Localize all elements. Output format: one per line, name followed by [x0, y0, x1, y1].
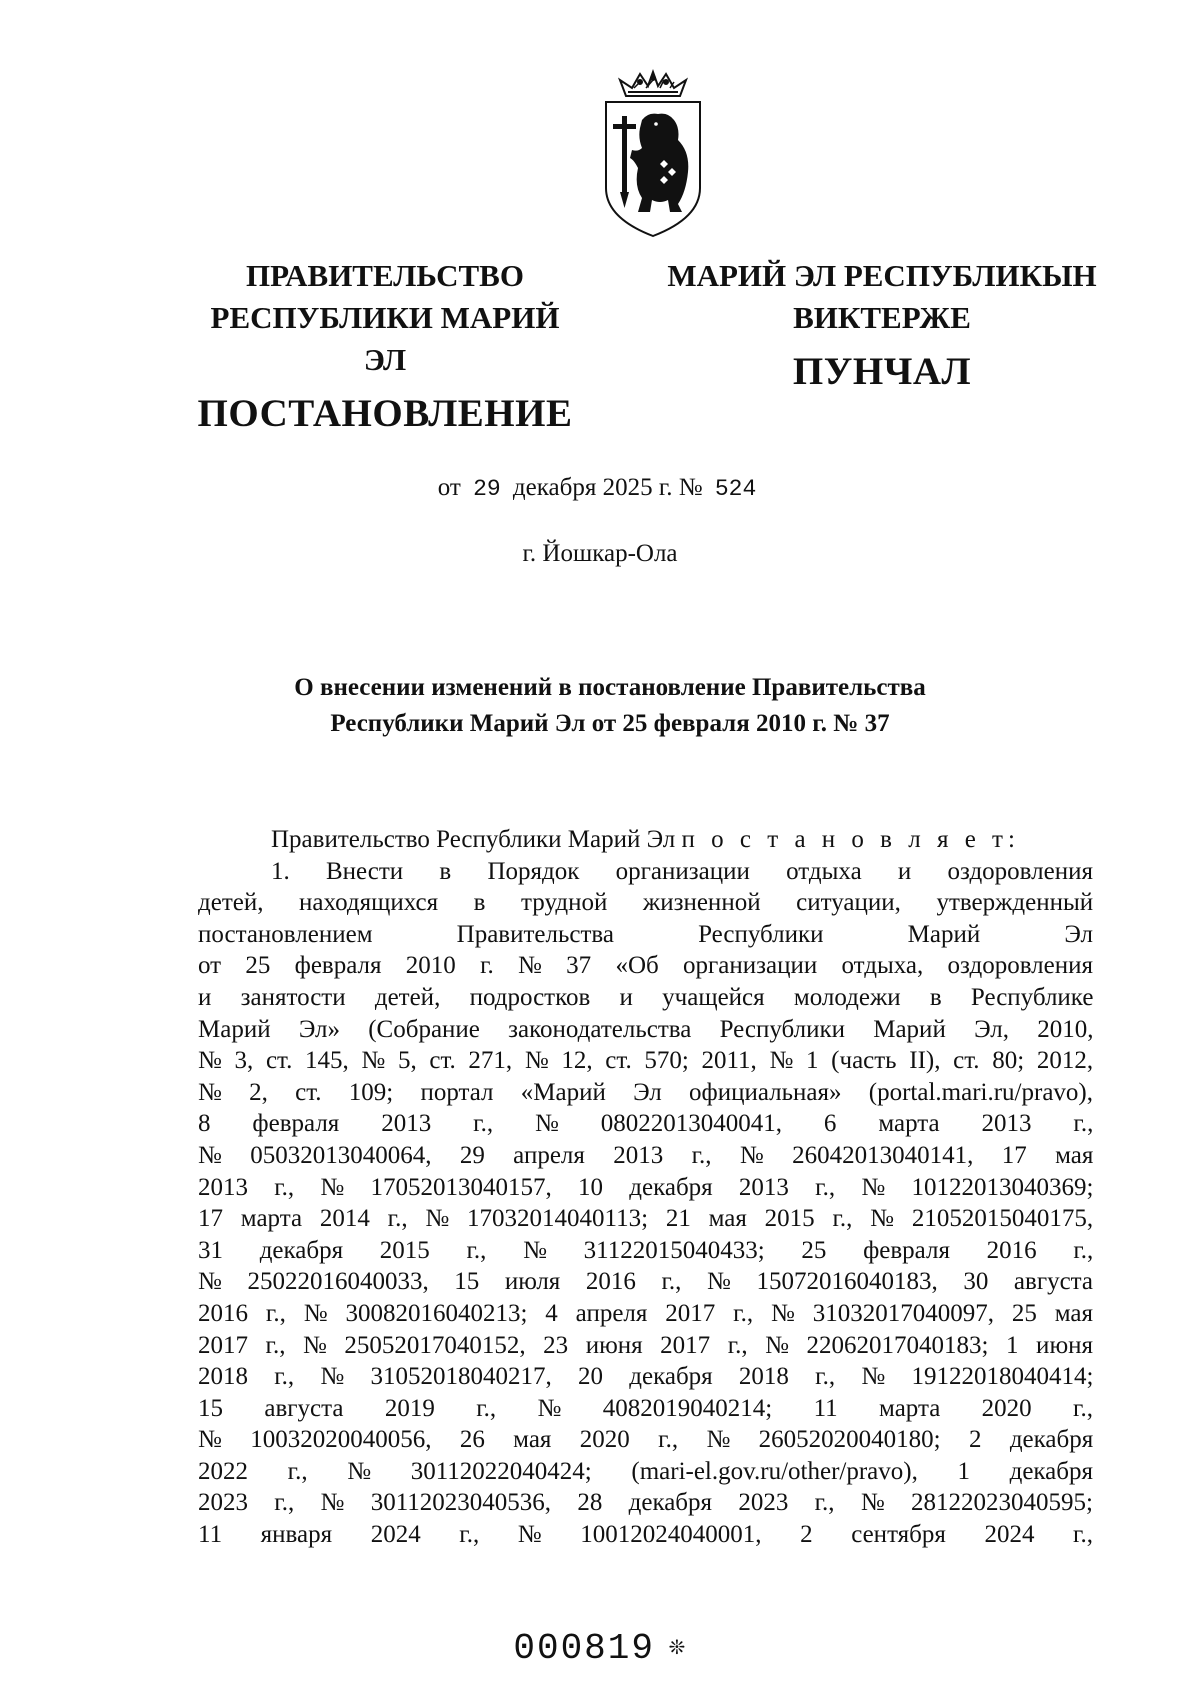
date-month-year: декабря 2025 г. №: [512, 474, 703, 501]
coat-of-arms-icon: [598, 68, 708, 238]
crown-icon: [620, 72, 686, 96]
title-line-1: О внесении изменений в постановление Правительства: [294, 674, 926, 701]
body-line: от 25 февраля 2010 г. № 37 «Об организации отдыха, оздоровления: [198, 952, 1093, 980]
document-number: 524: [714, 476, 757, 502]
issuer-line-2-mari: ВИКТЕРЖЕ: [793, 300, 971, 335]
body-line: 1. Внести в Порядок организации отдыха и оздоровления: [271, 857, 1093, 885]
date-prefix: от: [437, 474, 461, 501]
intro-plain: Правительство Республики Марий Эл: [271, 826, 676, 853]
city: г. Йошкар-Ола: [522, 540, 678, 567]
title-line-2: Республики Марий Эл от 25 февраля 2010 г. № 37: [330, 710, 890, 737]
body-line: 2023 г., № 30112023040536, 28 декабря 2023 г., № 28122023040595;: [198, 1489, 1093, 1517]
body-line: 2018 г., № 31052018040217, 20 декабря 2018 г., № 19122018040414;: [198, 1363, 1094, 1391]
date-day: 29: [473, 476, 501, 502]
body-line: детей, находящихся в трудной жизненной ситуации, утвержденный: [198, 889, 1094, 917]
body-line: 31 декабря 2015 г., № 31122015040433; 25 февраля 2016 г.,: [198, 1236, 1094, 1264]
body-line: и занятости детей, подростков и учащейся молодежи в Республике: [198, 983, 1094, 1011]
intro-spaced: п о с т а н о в л я е т:: [681, 826, 1020, 853]
body-line: 15 августа 2019 г., № 4082019040214; 11 марта 2020 г.,: [198, 1394, 1093, 1422]
date-line: [0, 474, 1200, 502]
body-line: 8 февраля 2013 г., № 08022013040041, 6 марта 2013 г.,: [198, 1110, 1094, 1138]
body-line: 2013 г., № 17052013040157, 10 декабря 2013 г., № 10122013040369;: [198, 1173, 1094, 1201]
document-type-mari: ПУНЧАЛ: [792, 350, 972, 393]
body-line: № 25022016040033, 15 июля 2016 г., № 15072016040183, 30 августа: [198, 1268, 1093, 1296]
document-body: [198, 824, 1093, 1551]
intro-line: [198, 824, 1093, 856]
issuer-line-1-mari: МАРИЙ ЭЛ РЕСПУБЛИКЫН: [667, 258, 1097, 293]
body-line: № 05032013040064, 29 апреля 2013 г., № 26042013040141, 17 мая: [198, 1141, 1094, 1169]
serial-stamp: [0, 1628, 1200, 1669]
header-right: [662, 255, 1102, 393]
issuer-line-2: РЕСПУБЛИКИ МАРИЙ ЭЛ: [210, 300, 560, 377]
body-line: постановлением Правительства Республики Марий Эл: [198, 920, 1093, 948]
issuer-line-1: ПРАВИТЕЛЬСТВО: [246, 258, 524, 293]
body-line: 11 января 2024 г., № 10012024040001, 2 сентября 2024 г.,: [198, 1521, 1093, 1549]
body-line: № 3, ст. 145, № 5, ст. 271, № 12, ст. 570; 2011, № 1 (часть II), ст. 80; 2012,: [198, 1047, 1094, 1075]
body-line: 2016 г., № 30082016040213; 4 апреля 2017 г., № 31032017040097, 25 мая: [198, 1299, 1093, 1327]
asterisk-mark-icon: ❊: [668, 1632, 687, 1662]
header-left: [195, 255, 575, 435]
serial-number: 000819: [513, 1628, 655, 1669]
body-line: № 2, ст. 109; портал «Марий Эл официальная» (portal.mari.ru/pravo),: [198, 1078, 1093, 1106]
body-line: 2017 г., № 25052017040152, 23 июня 2017 г., № 22062017040183; 1 июня: [198, 1331, 1093, 1359]
body-line: Марий Эл» (Собрание законодательства Республики Марий Эл, 2010,: [198, 1015, 1094, 1043]
document-title: [150, 670, 1070, 742]
document-type: ПОСТАНОВЛЕНИЕ: [197, 392, 573, 435]
body-line: 2022 г., № 30112022040424; (mari-el.gov.ru/other/pravo), 1 декабря: [198, 1457, 1093, 1485]
body-line: № 10032020040056, 26 мая 2020 г., № 26052020040180; 2 декабря: [198, 1426, 1094, 1454]
body-line: 17 марта 2014 г., № 17032014040113; 21 мая 2015 г., № 21052015040175,: [198, 1205, 1094, 1233]
